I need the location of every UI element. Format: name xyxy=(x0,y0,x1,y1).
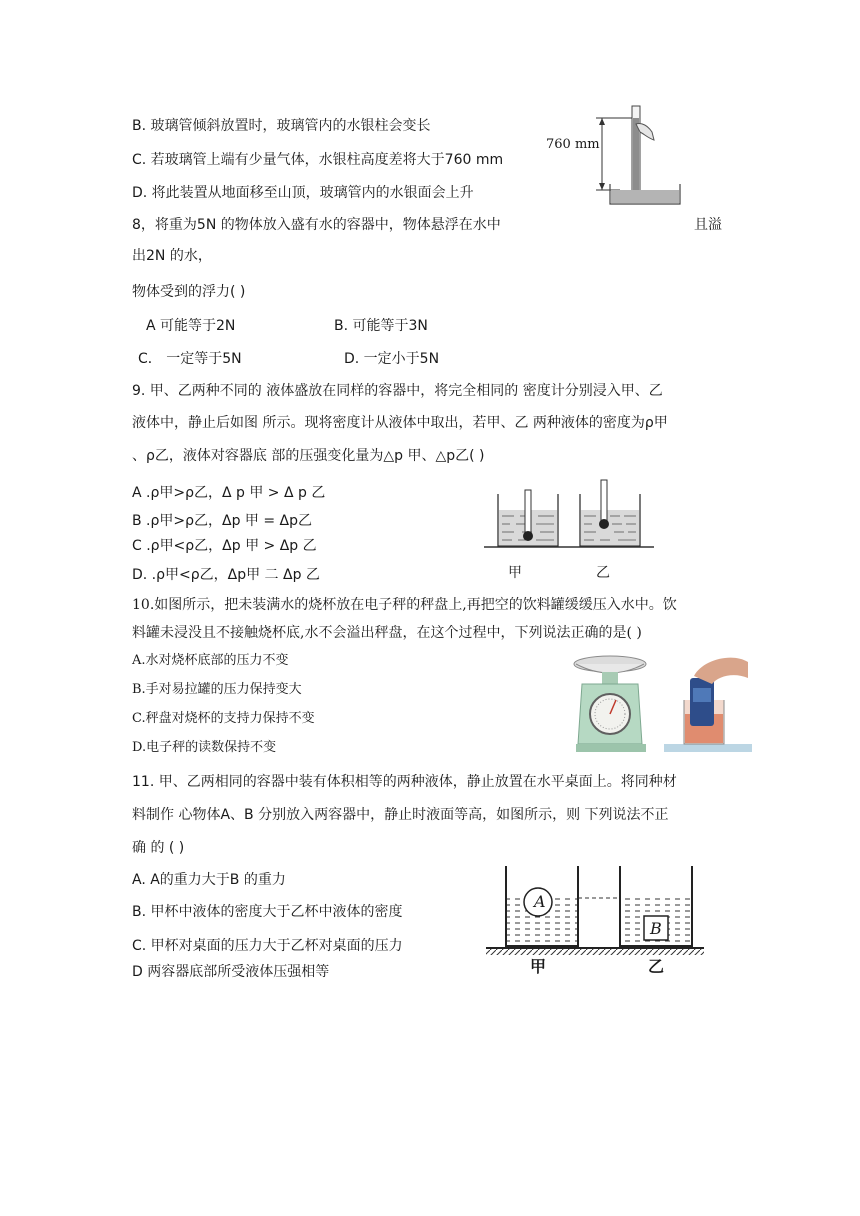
object-a-label: A xyxy=(534,892,546,911)
q11-option-a: A. A的重力大于B 的重力 xyxy=(132,872,286,888)
q10-option-b: B.手对易拉罐的压力保持变大 xyxy=(132,682,302,697)
scale-photo xyxy=(572,648,752,754)
q11-stem-line2: 料制作 心物体A、B 分别放入两容器中，静止时液面等高，如图所示，则 下列说法不正 xyxy=(132,807,669,823)
q10-option-a: A.水对烧杯底部的压力不变 xyxy=(132,653,289,668)
hydrometer-label-jia: 甲 xyxy=(508,565,522,581)
q11-option-b: B. 甲杯中液体的密度大于乙杯中液体的密度 xyxy=(132,904,403,920)
object-b-label: B xyxy=(650,919,662,938)
container-label-yi: 乙 xyxy=(648,957,665,976)
q9-stem-line2: 液体中，静止后如图 所示。现将密度计从液体中取出，若甲、乙 两种液体的密度为ρ甲 xyxy=(132,415,668,431)
q8-option-a: A 可能等于2N xyxy=(146,318,236,334)
q10-option-c: C.秤盘对烧杯的支持力保持不变 xyxy=(132,711,315,726)
q8-stem-line1: 8，将重为5N 的物体放入盛有水的容器中，物体悬浮在水中 xyxy=(132,217,501,233)
torricelli-figure xyxy=(540,102,690,206)
q7-option-c: C. 若玻璃管上端有少量气体，水银柱高度差将大于760 mm xyxy=(132,152,504,168)
q8-stem-line2: 出2N 的水， xyxy=(132,248,212,264)
q7-option-b: B. 玻璃管倾斜放置时，玻璃管内的水银柱会变长 xyxy=(132,118,431,134)
q11-option-d: D 两容器底部所受液体压强相等 xyxy=(132,964,330,980)
hydrometer-figure xyxy=(484,476,654,581)
q8-stem-line3: 物体受到的浮力( ) xyxy=(132,284,246,300)
q11-stem-line3: 确 的 ( ) xyxy=(132,840,185,856)
q10-stem-line1: 10.如图所示，把未装满水的烧杯放在电子秤的秤盘上,再把空的饮料罐缓缓压入水中。饮 xyxy=(132,597,677,613)
q9-option-a: A .ρ甲>ρ乙，Δ p 甲 > Δ p 乙 xyxy=(132,485,326,501)
q8-option-c: C． 一定等于5N xyxy=(138,351,242,367)
q10-option-d: D.电子秤的读数保持不变 xyxy=(132,740,277,755)
q8-option-d: D. 一定小于5N xyxy=(344,351,440,367)
container-label-jia: 甲 xyxy=(530,957,547,976)
q11-option-c: C. 甲杯对桌面的压力大于乙杯对桌面的压力 xyxy=(132,938,403,954)
q11-stem-line1: 11. 甲、乙两相同的容器中装有体积相等的两种液体，静止放置在水平桌面上。将同种材 xyxy=(132,774,677,790)
q9-stem-line1: 9. 甲、乙两种不同的 液体盛放在同样的容器中，将完全相同的 密度计分别浸入甲、乙 xyxy=(132,383,663,399)
q9-option-c: C .ρ甲<ρ乙，Δp 甲 > Δp 乙 xyxy=(132,538,317,554)
torricelli-height-label: 760 mm xyxy=(546,137,600,152)
q8-option-b: B. 可能等于3N xyxy=(334,318,428,334)
hydrometer-label-yi: 乙 xyxy=(596,565,610,581)
q10-stem-line2: 料罐未浸没且不接触烧杯底,水不会溢出秤盘，在这个过程中，下列说法正确的是( ) xyxy=(132,625,642,641)
q7-option-d: D. 将此装置从地面移至山顶，玻璃管内的水银面会上升 xyxy=(132,185,474,201)
q9-option-b: B .ρ甲>ρ乙，Δp 甲 = Δp乙 xyxy=(132,513,313,529)
q9-option-d: D. .ρ甲<ρ乙，Δp甲 二 Δp 乙 xyxy=(132,567,320,583)
containers-figure xyxy=(484,860,704,980)
q8-stem-line1-end: 且溢 xyxy=(694,217,722,233)
q9-stem-line3: 、ρ乙，液体对容器底 部的压强变化量为△p 甲、△p乙( ) xyxy=(132,448,485,464)
